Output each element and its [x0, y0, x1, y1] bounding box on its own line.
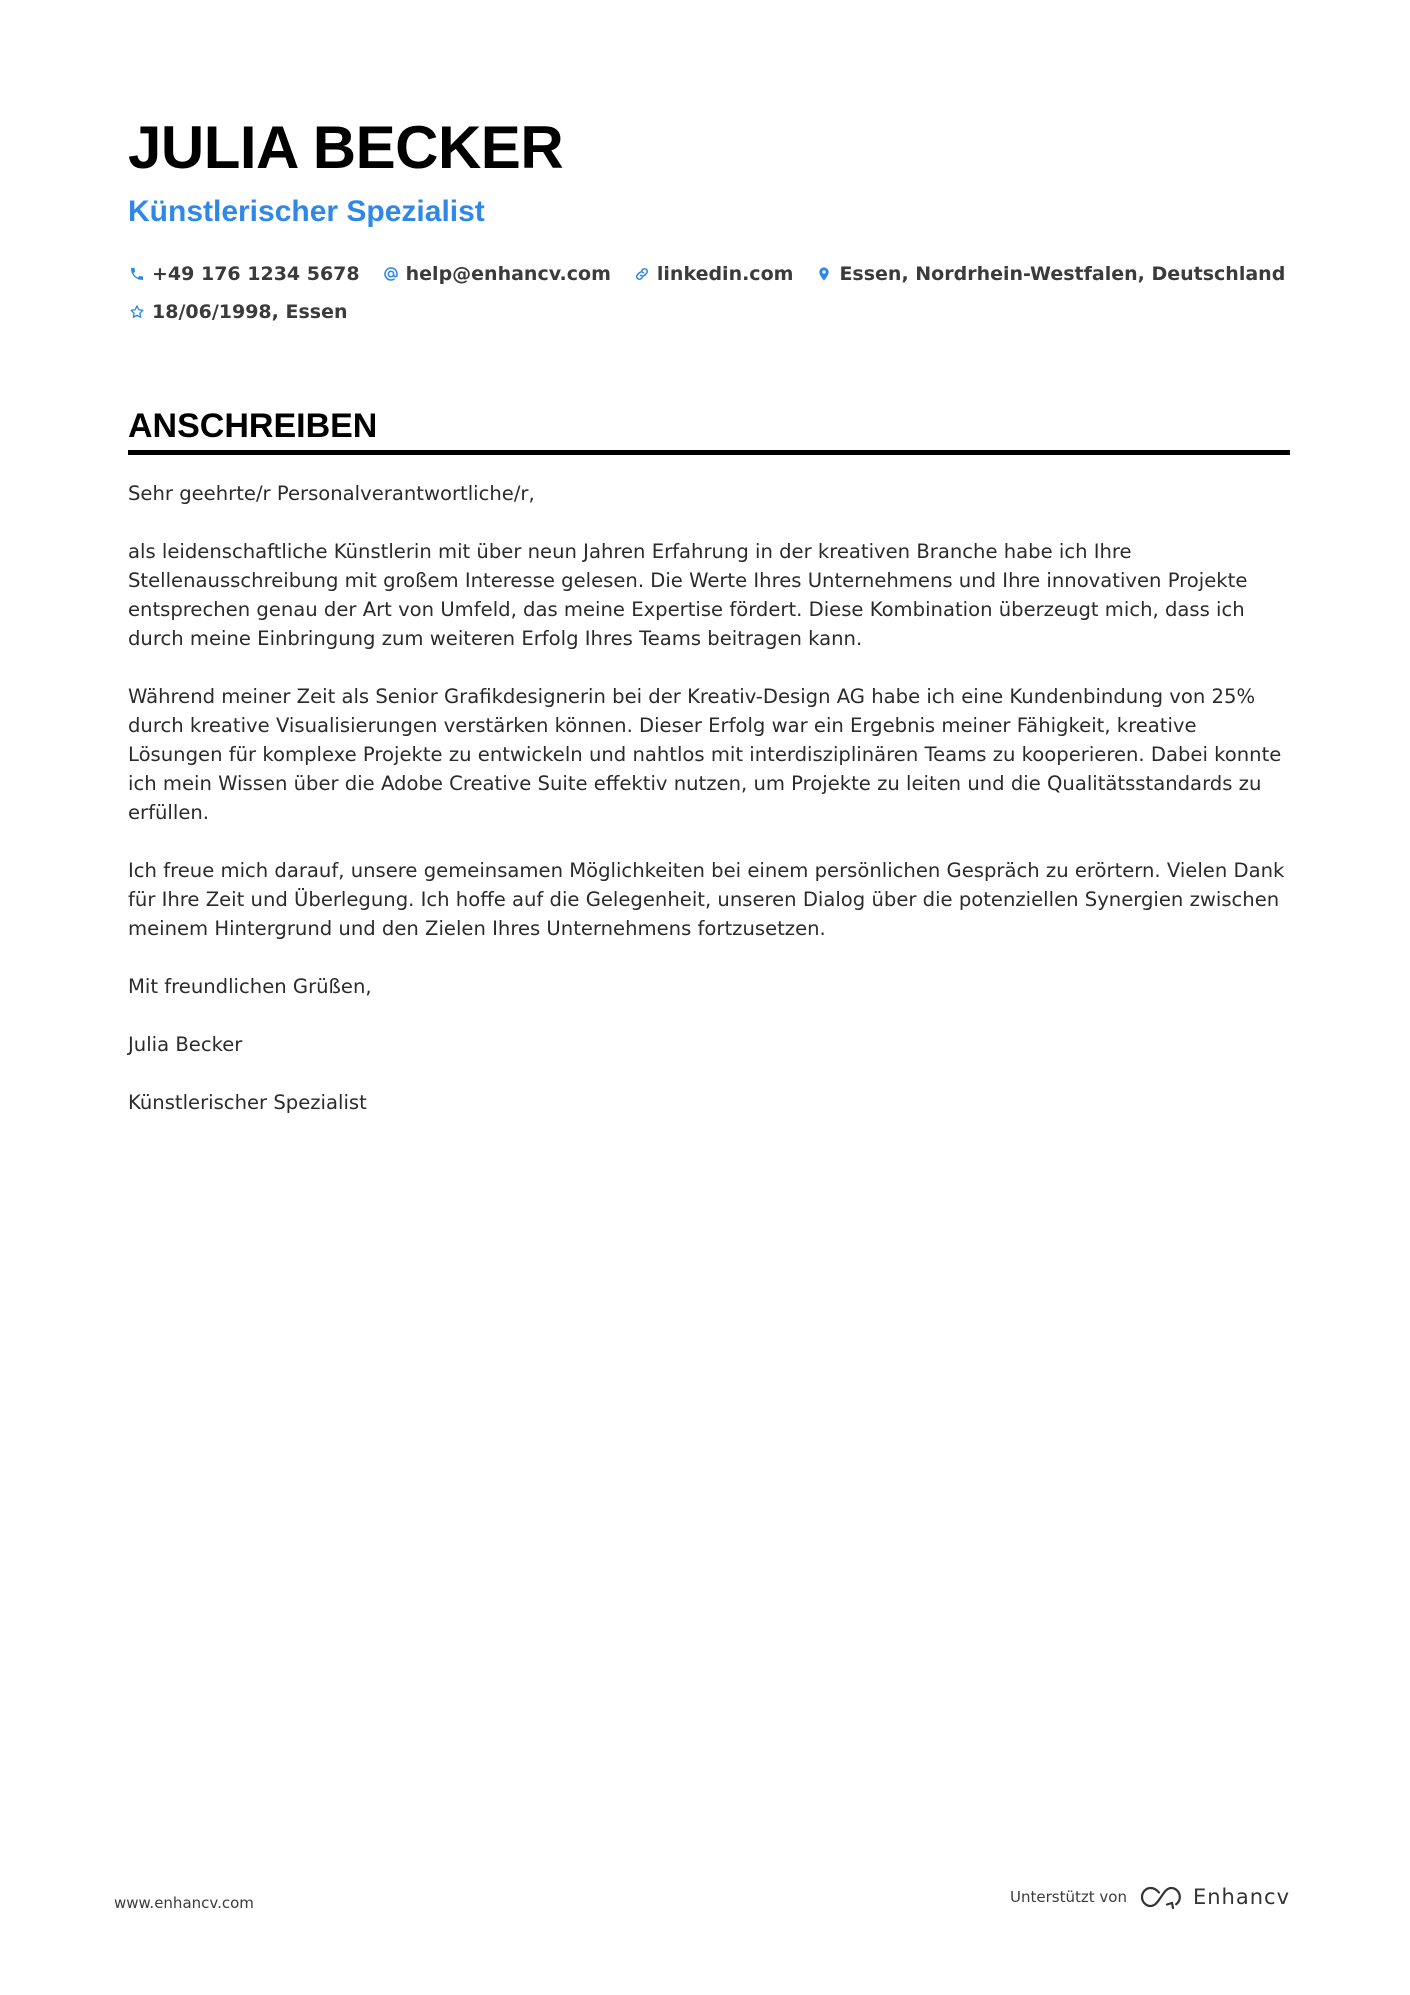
location-pin-icon	[815, 265, 833, 283]
contact-birth	[128, 300, 347, 324]
contact-birth-text: 18/06/1998, Essen	[152, 301, 348, 323]
header	[128, 108, 1288, 324]
section-divider	[128, 450, 1290, 455]
footer-branding[interactable]	[1010, 1884, 1290, 1910]
letter-signature-name: Julia Becker	[128, 1033, 243, 1056]
enhancv-brand: Enhancv	[1192, 1885, 1290, 1909]
contact-phone-text: +49 176 1234 5678	[152, 263, 360, 285]
at-icon	[382, 265, 400, 283]
contact-location-text: Essen, Nordrhein-Westfalen, Deutschland	[839, 263, 1286, 285]
cover-letter-section	[128, 404, 1290, 1146]
letter-salutation: Sehr geehrte/r Personalverantwortliche/r,	[128, 482, 535, 505]
star-icon	[128, 303, 146, 321]
contact-email[interactable]	[382, 262, 611, 286]
letter-signature-title: Künstlerischer Spezialist	[128, 1091, 367, 1114]
contact-phone	[128, 262, 360, 286]
letter-body	[128, 479, 1290, 1117]
contact-linkedin[interactable]	[633, 262, 794, 286]
contact-email-text: help@enhancv.com	[405, 263, 611, 285]
link-icon	[633, 265, 651, 283]
contact-list	[128, 262, 1288, 324]
contact-linkedin-text: linkedin.com	[656, 263, 794, 285]
candidate-title: Künstlerischer Spezialist	[128, 195, 485, 228]
powered-by-label: Unterstützt von	[1010, 1888, 1127, 1906]
candidate-name: JULIA BECKER	[128, 114, 564, 181]
contact-location	[815, 262, 1285, 286]
letter-paragraph: Während meiner Zeit als Senior Grafikdesignerin bei der Kreativ-Design AG habe ich eine Kundenbindung von 25% durch kreative Visualisierungen verstärken können. Dieser Erfolg war ein Ergebnis meiner Fähigkeit, kreative Lösungen für komplexe Projekte zu entwickeln und nahtlos mit interdisziplinären Teams zu kooperieren. Dabei konnte ich mein Wissen über die Adobe Creative Suite effektiv nutzen, um Projekte zu leiten und die Qualitätsstandards zu erfüllen.	[128, 685, 1282, 824]
letter-closing: Mit freundlichen Grüßen,	[128, 975, 372, 998]
enhancv-logo-icon	[1139, 1884, 1185, 1910]
letter-paragraph: Ich freue mich darauf, unsere gemeinsamen Möglichkeiten bei einem persönlichen Gespräch zu erörtern. Vielen Dank für Ihre Zeit und Überlegung. Ich hoffe auf die Gelegenheit, unseren Dialog über die potenziellen Synergien zwischen meinem Hintergrund und den Zielen Ihres Unternehmens fortzusetzen.	[128, 859, 1285, 940]
section-title: ANSCHREIBEN	[128, 407, 378, 445]
phone-icon	[128, 265, 146, 283]
letter-paragraph: als leidenschaftliche Künstlerin mit über neun Jahren Erfahrung in der kreativen Branche habe ich Ihre Stellenausschreibung mit großem Interesse gelesen. Die Werte Ihres Unternehmens und Ihre innovativen Projekte entsprechen genau der Art von Umfeld, das meine Expertise fördert. Diese Kombination überzeugt mich, dass ich durch meine Einbringung zum weiteren Erfolg Ihres Teams beitragen kann.	[128, 540, 1248, 650]
footer-website[interactable]: www.enhancv.com	[114, 1894, 254, 1912]
